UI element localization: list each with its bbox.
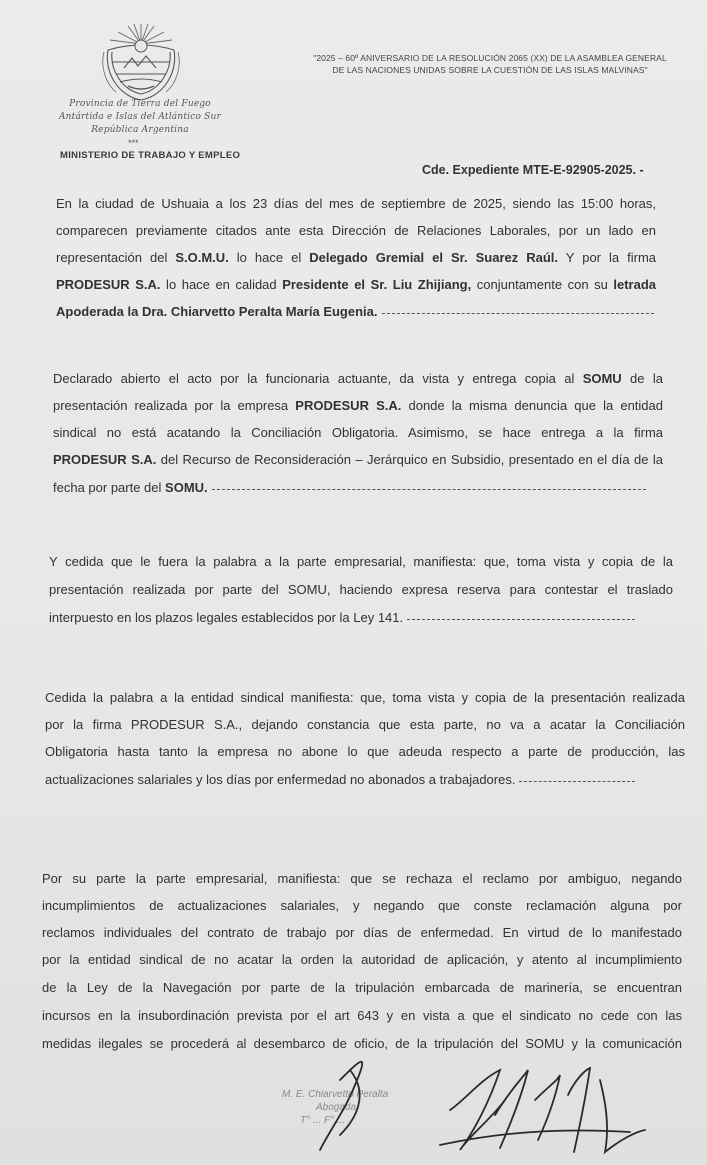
- paragraph-line: [42, 952, 682, 967]
- bold-text-run: PRODESUR S.A.: [53, 452, 157, 467]
- text-run: lo hace el: [228, 250, 310, 265]
- text-run: presentación realizada por parte del SOMU, haciendo expresa reserva para contestar el traslado: [49, 582, 673, 597]
- paragraph-line: [42, 898, 682, 913]
- text-run: presentación realizada por la empresa: [53, 398, 296, 413]
- text-run: por la entidad sindical de no acatar la orden la autoridad de aplicación, y atento al incumplimiento: [42, 952, 682, 967]
- text-run: medidas ilegales se procederá al desembarco de oficio, de la tripulación del SOMU y la comunicación: [42, 1036, 682, 1051]
- text-run: Por su parte la parte empresarial, manifiesta: que se rechaza el reclamo por ambiguo, negando: [42, 871, 682, 886]
- paragraph-line: [45, 772, 635, 787]
- text-run: donde la misma denuncia que la entidad: [401, 398, 663, 413]
- province-name: Provincia de Tierra del Fuego: [69, 99, 211, 109]
- paragraph-line: [56, 196, 656, 211]
- text-run: Obligatoria hasta tanto la empresa no abone lo que adeuda respecto a parte de producción, las: [45, 744, 685, 759]
- text-run: Declarado abierto el acto por la funcionaria actuante, da vista y entrega copia al: [53, 371, 583, 386]
- paragraph-line: [49, 610, 635, 625]
- signature-stamp-line-3: T° ... F° ...: [300, 1115, 346, 1126]
- province-region: Antártida e Islas del Atlántico Sur: [58, 112, 222, 122]
- paragraph-line: [42, 980, 682, 995]
- text-run: por la firma PRODESUR S.A., dejando constancia que esta parte, no va a acatar la Conciliación: [45, 717, 685, 732]
- province-country: República Argentina: [91, 125, 189, 135]
- paragraph-line: [42, 1008, 682, 1023]
- signature-stamp-line-2: Abogada: [316, 1102, 357, 1113]
- text-run: reclamos individuales del contrato de trabajo por días de enfermedad. En virtud de lo manifestado: [42, 925, 682, 940]
- handwritten-signature: [300, 1040, 680, 1165]
- paragraph-line: [42, 925, 682, 940]
- paragraph-line: [56, 250, 656, 265]
- paragraph-line: [53, 371, 663, 386]
- text-run: Cedida la palabra a la entidad sindical manifiesta: que, toma vista y copia de la presentación realizada: [45, 690, 685, 705]
- text-run: Y por la firma: [558, 250, 656, 265]
- bold-text-run: PRODESUR S.A.: [56, 277, 161, 292]
- text-run: fecha por parte del: [53, 480, 166, 495]
- text-run: En la ciudad de Ushuaia a los 23 días del mes de septiembre de 2025, siendo las 15:00 horas,: [56, 196, 656, 211]
- bold-text-run: S.O.M.U.: [175, 250, 229, 265]
- signature-stamp-line-1: M. E. Chiarvetto Peralta: [282, 1089, 389, 1100]
- text-run: incumplimientos de actualizaciones salariales, y negando que conste reclamación alguna por: [42, 898, 682, 913]
- text-run: del Recurso de Reconsideración – Jerárquico en Subsidio, presentado en el día de la: [156, 452, 663, 467]
- header-dots: ***: [128, 138, 139, 148]
- paragraph-line: [42, 871, 682, 886]
- bold-text-run: SOMU: [582, 371, 622, 386]
- text-run: de la Ley de la Navegación por parte de la tripulación embarcada de marinería, se encuentran: [42, 980, 682, 995]
- paragraph-line: [56, 223, 656, 238]
- text-run: sindical no está acatando la Conciliación Obligatoria. Asimismo, se hace entrega a la firma: [53, 425, 663, 440]
- fill-dash-line: [407, 618, 635, 620]
- text-run: lo hace en calidad: [160, 277, 283, 292]
- paragraph-line: [53, 480, 646, 495]
- paragraph-line: [53, 398, 663, 413]
- bold-text-run: PRODESUR S.A.: [295, 398, 402, 413]
- province-seal-icon: [98, 22, 184, 104]
- text-run: conjuntamente con su: [471, 277, 614, 292]
- text-run: de la: [621, 371, 663, 386]
- text-run: Y cedida que le fuera la palabra a la parte empresarial, manifiesta: que, toma vista y copia de la: [49, 554, 673, 569]
- paragraph-line: [56, 304, 654, 319]
- text-run: representación del: [56, 250, 176, 265]
- ministry-name: MINISTERIO DE TRABAJO Y EMPLEO: [60, 150, 241, 161]
- text-run: actualizaciones salariales y los días por enfermedad no abonados a trabajadores.: [45, 772, 516, 787]
- bold-text-run: Apoderada la Dra. Chiarvetto Peralta María Eugenia.: [56, 304, 378, 319]
- paragraph-line: [49, 554, 673, 569]
- bold-text-run: letrada: [613, 277, 657, 292]
- fill-dash-line: [212, 488, 646, 490]
- text-run: comparecen previamente citados ante esta Dirección de Relaciones Laborales, por un lado en: [56, 223, 656, 238]
- expediente-number: Cde. Expediente MTE-E-92905-2025. -: [422, 163, 644, 177]
- bold-text-run: Delegado Gremial el Sr. Suarez Raúl.: [309, 250, 559, 265]
- paragraph-line: [56, 277, 656, 292]
- anniversary-heading: [300, 52, 680, 76]
- paragraph-line: [53, 425, 663, 440]
- bold-text-run: Presidente el Sr. Liu Zhijiang,: [282, 277, 472, 292]
- paragraph-line: [45, 744, 685, 759]
- fill-dash-line: [382, 312, 654, 314]
- bold-text-run: SOMU.: [165, 480, 208, 495]
- anniversary-line-1: "2025 – 60º ANIVERSARIO DE LA RESOLUCIÓN 2065 (XX) DE LA ASAMBLEA GENERAL: [313, 53, 667, 63]
- anniversary-line-2: DE LAS NACIONES UNIDAS SOBRE LA CUESTIÓN DE LAS ISLAS MALVINAS": [332, 65, 648, 75]
- paragraph-line: [49, 582, 673, 597]
- text-run: interpuesto en los plazos legales establecidos por la Ley 141.: [49, 610, 404, 625]
- paragraph-line: [45, 717, 685, 732]
- paragraph-line: [45, 690, 685, 705]
- paragraph-line: [53, 452, 663, 467]
- fill-dash-line: [519, 780, 635, 782]
- text-run: incursos en la insubordinación prevista por el art 643 y en vista a que el sindicato no cede con las: [42, 1008, 682, 1023]
